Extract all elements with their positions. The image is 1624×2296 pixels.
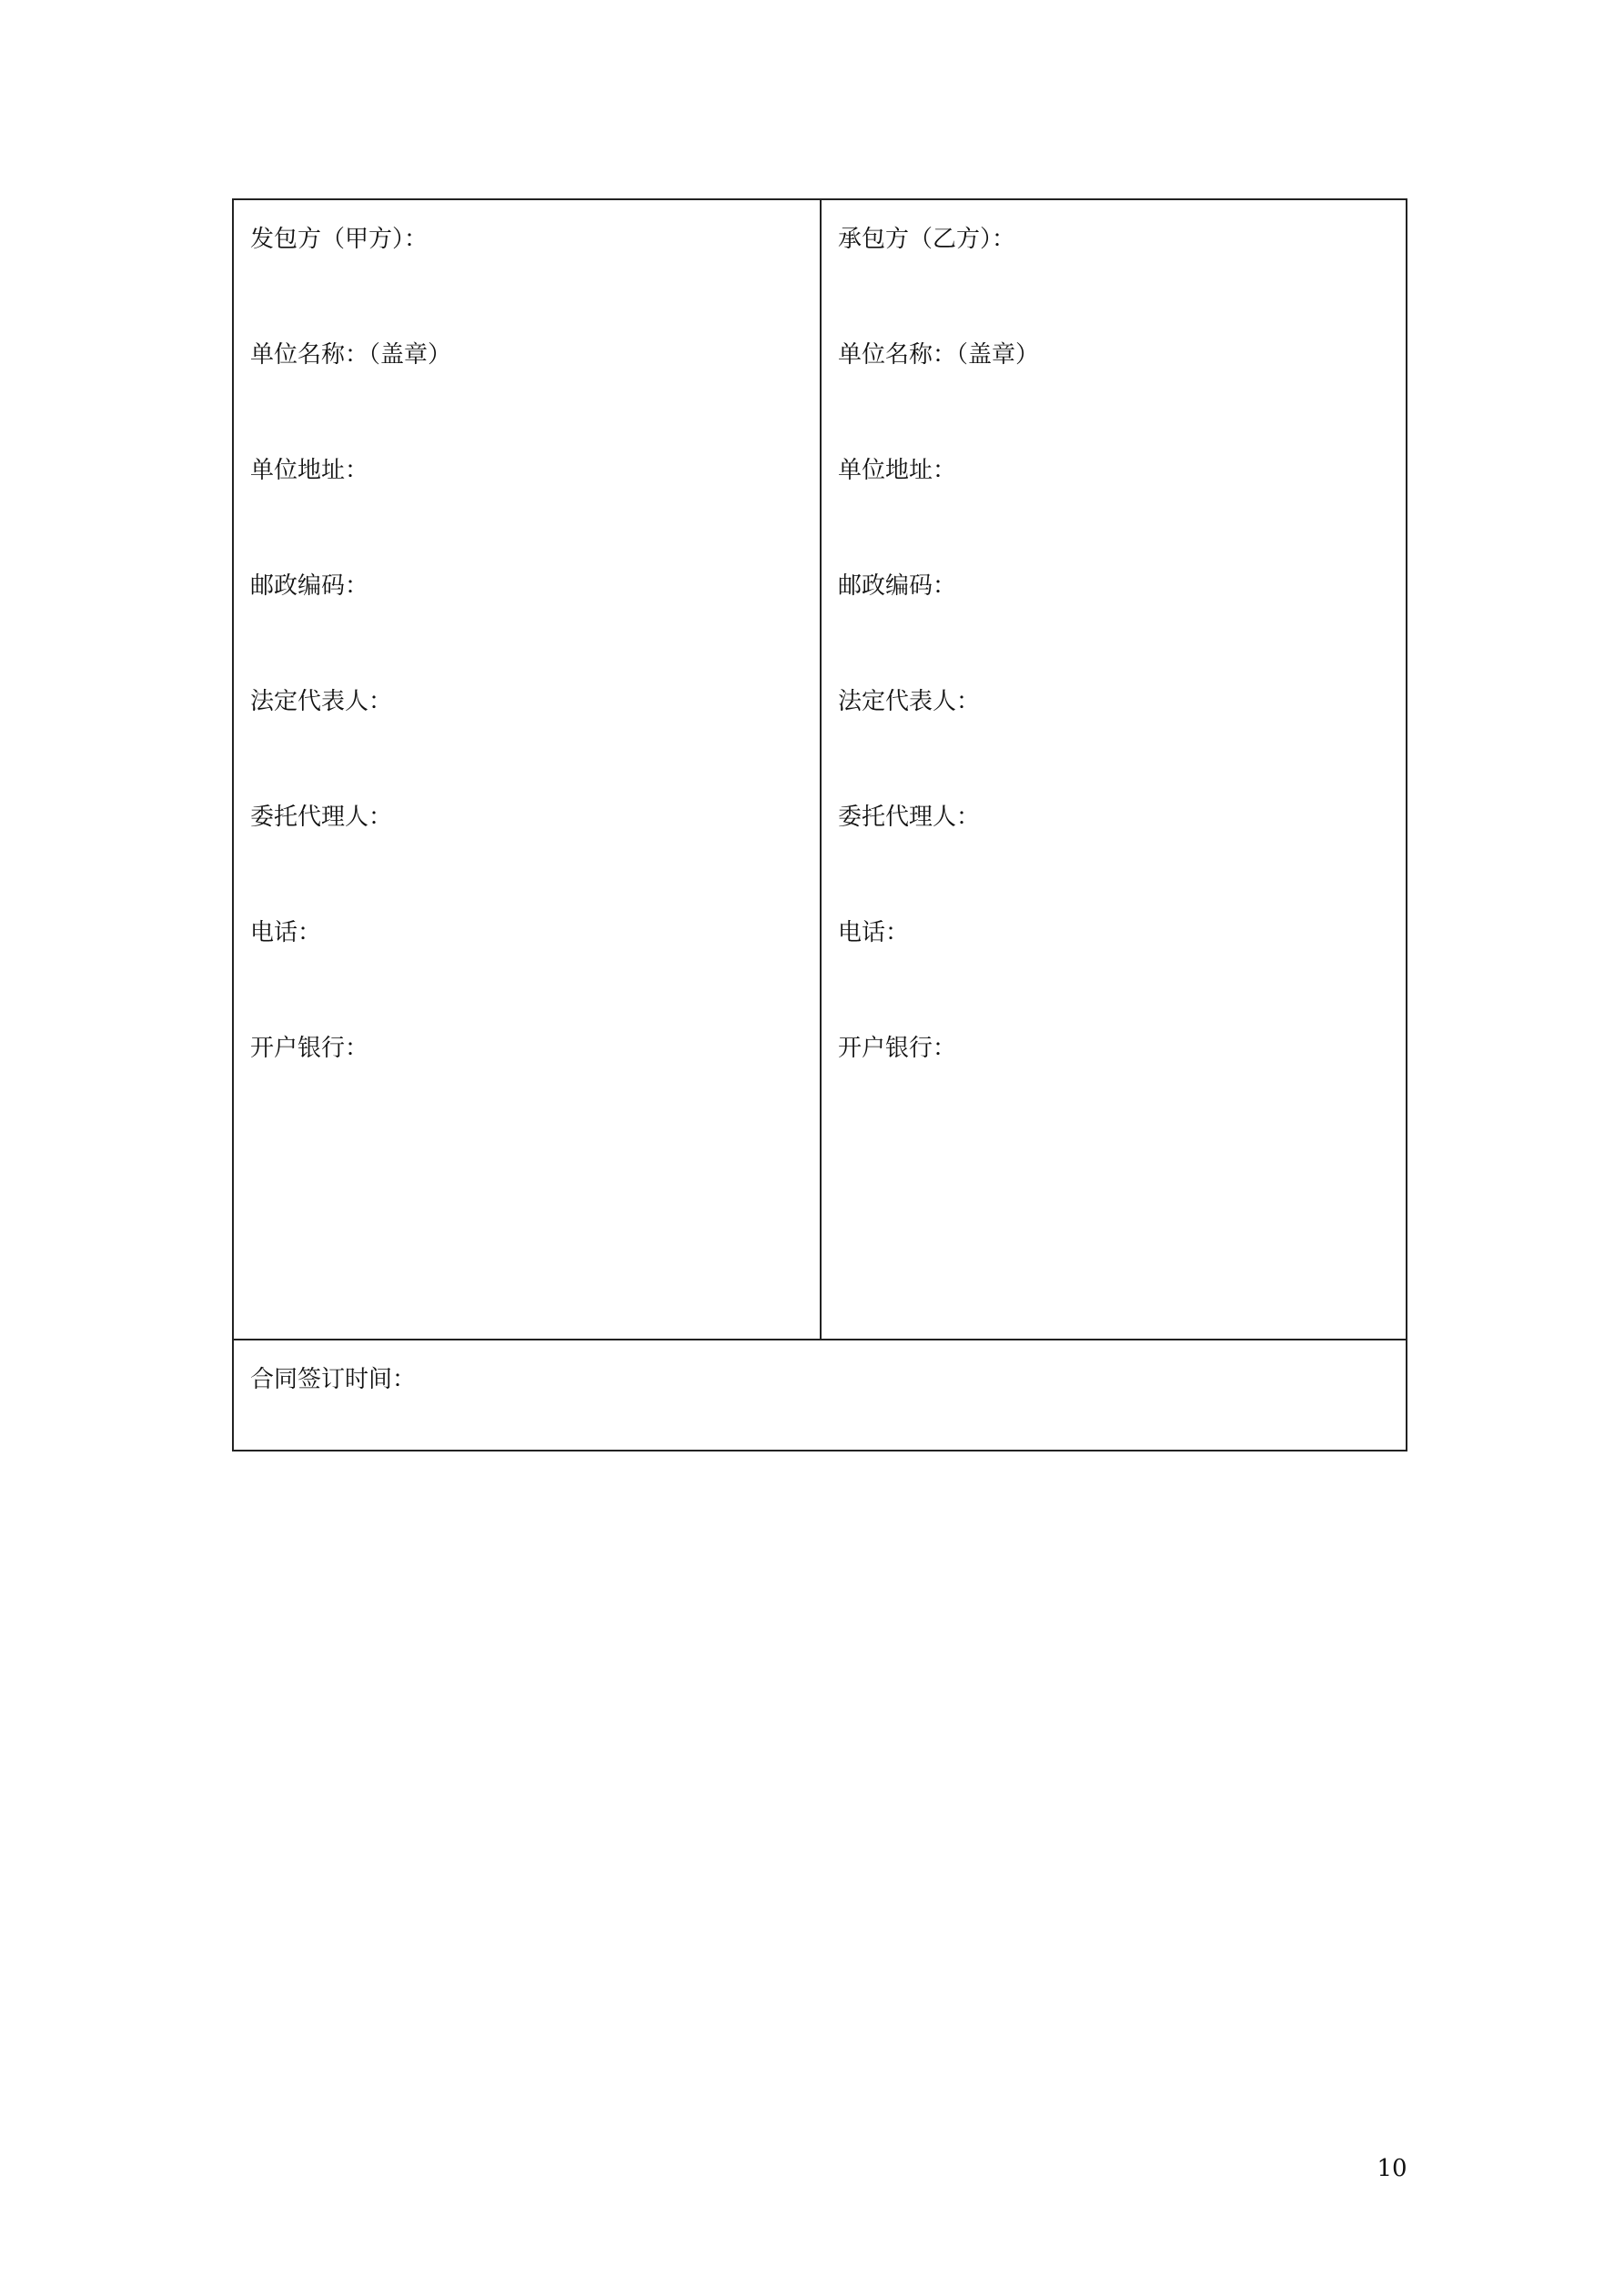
party-b-column	[822, 200, 1407, 1339]
party-b-agent-label: 委托代理人：	[838, 804, 981, 831]
party-area	[234, 200, 1406, 1340]
party-b-heading: 承包方（乙方）：	[838, 226, 1016, 253]
party-a-agent-label: 委托代理人：	[250, 804, 393, 831]
sign-date-label: 合同签订时间：	[250, 1366, 417, 1393]
party-b-address-label: 单位地址：	[838, 457, 957, 484]
party-b-legal-rep-label: 法定代表人：	[838, 688, 981, 715]
party-a-legal-rep-label: 法定代表人：	[250, 688, 393, 715]
party-a-phone-label: 电话：	[250, 919, 322, 946]
party-a-company-name-label: 单位名称：（盖章）	[250, 341, 452, 369]
party-b-phone-label: 电话：	[838, 919, 910, 946]
party-a-heading: 发包方（甲方）：	[250, 226, 429, 253]
party-b-postcode-label: 邮政编码：	[838, 572, 957, 600]
party-a-address-label: 单位地址：	[250, 457, 369, 484]
party-a-postcode-label: 邮政编码：	[250, 572, 369, 600]
party-b-company-name-label: 单位名称：（盖章）	[838, 341, 1040, 369]
party-a-column	[234, 200, 822, 1339]
party-a-bank-label: 开户银行：	[250, 1035, 369, 1062]
signature-table	[232, 198, 1407, 1451]
page-number: 10	[1377, 2155, 1407, 2182]
sign-date-row	[234, 1340, 1406, 1450]
party-b-bank-label: 开户银行：	[838, 1035, 957, 1062]
